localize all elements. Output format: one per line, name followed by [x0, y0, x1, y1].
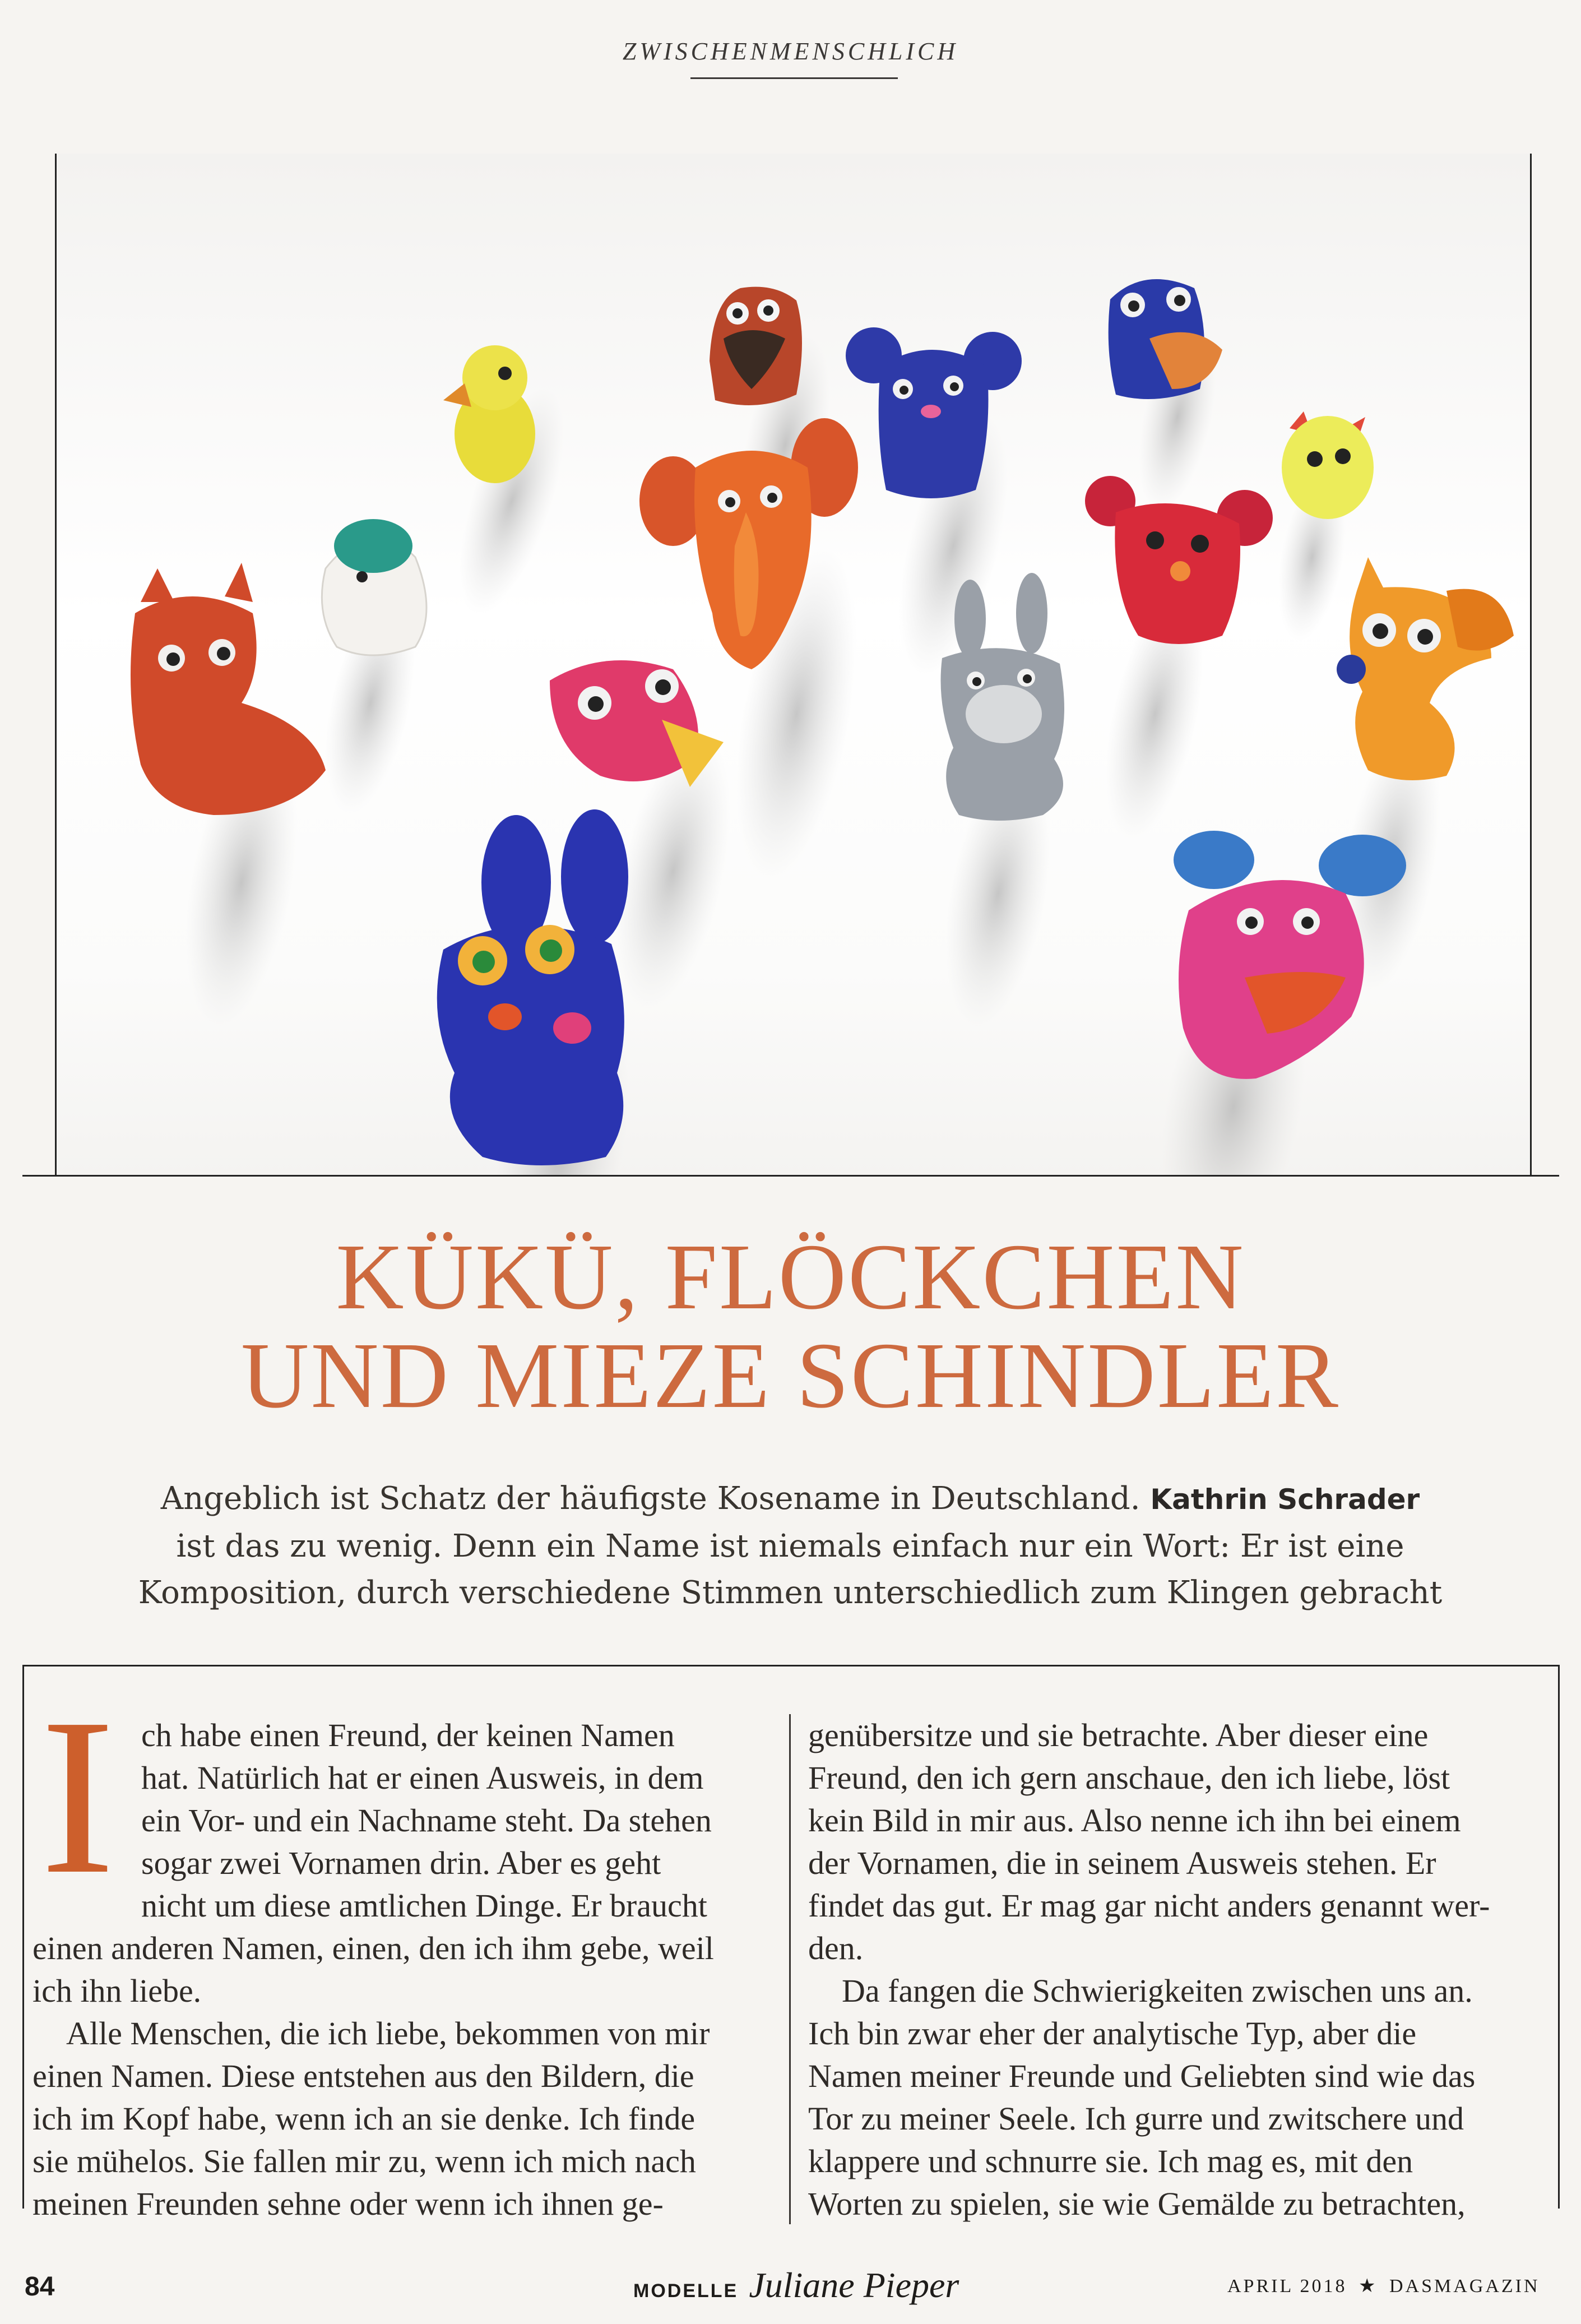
section-underline — [690, 77, 898, 79]
body-line: Worten zu spielen, sie wie Gemälde zu betrachten, — [808, 2186, 1466, 2222]
lead-text-1: Angeblich ist Schatz der häufigste Kosename in Deutschland. — [160, 1480, 1140, 1517]
body-line: Alle Menschen, die ich liebe, bekommen von mir — [66, 2015, 710, 2052]
body-line: meinen Freunden sehne oder wenn ich ihnen ge- — [33, 2186, 664, 2222]
star-icon: ★ — [1358, 2276, 1378, 2297]
body-line: kein Bild in mir aus. Also nenne ich ihn bei einem — [808, 1802, 1461, 1839]
body-line: ein Vor- und ein Nachname steht. Da stehen — [141, 1802, 712, 1839]
red-bear-figure — [1085, 476, 1273, 849]
credit-name: Juliane Pieper — [749, 2265, 959, 2305]
body-column-right — [808, 1714, 1548, 2225]
dropcap: I — [40, 1672, 115, 1920]
headline — [0, 1225, 1581, 1428]
blue-bunny-figure — [437, 809, 651, 1175]
body-line: ch habe einen Freund, der keinen Namen — [141, 1717, 675, 1753]
photo-frame-bottom — [22, 1175, 1559, 1177]
section-label: ZWISCHENMENSCHLICH — [622, 38, 959, 65]
body-line: Tor zu meiner Seele. Ich gurre und zwitschere und — [808, 2100, 1464, 2137]
author-byline: Kathrin Schrader — [1150, 1483, 1420, 1516]
column-divider — [789, 1714, 791, 2224]
body-column-left — [33, 1714, 772, 2225]
body-line: sie mühelos. Sie fallen mir zu, wenn ich mich nach — [33, 2143, 696, 2179]
body-line: einen anderen Namen, einen, den ich ihm gebe, weil — [33, 1930, 714, 1966]
blue-bird-figure — [1109, 279, 1230, 517]
photo-frame-left — [55, 154, 57, 1176]
clay-figures-photo — [57, 154, 1530, 1175]
body-line: Da fangen die Schwierigkeiten zwischen uns an. — [842, 1973, 1473, 2009]
body-line: einen Namen. Diese entstehen aus den Bildern, die — [33, 2058, 694, 2094]
red-fox-figure — [131, 563, 326, 1035]
body-line: Namen meiner Freunde und Geliebten sind wie das — [808, 2058, 1476, 2094]
blue-mouse-figure — [846, 327, 1030, 687]
pink-hippo-figure — [1140, 831, 1406, 1175]
body-line: findet das gut. Er mag gar nicht anders genannt wer- — [808, 1887, 1490, 1924]
lead-line-1 — [73, 1475, 1508, 1523]
body-line: hat. Natürlich hat er einen Ausweis, in dem — [141, 1760, 704, 1796]
body-line: ich im Kopf habe, wenn ich an sie denke. Ich finde — [33, 2100, 696, 2137]
lead-line-2: ist das zu wenig. Denn ein Name ist niemals einfach nur ein Wort: Er ist eine — [176, 1528, 1404, 1564]
turtle-figure — [309, 519, 432, 821]
lead-rule-top — [22, 1665, 1559, 1666]
chick-figure — [438, 345, 586, 625]
body-line: nicht um diese amtlichen Dinge. Er braucht — [141, 1887, 707, 1924]
issue-date: APRIL 2018 — [1227, 2276, 1347, 2297]
lead-rule-right — [1558, 1665, 1560, 2209]
body-line: Ich bin zwar eher der analytische Typ, aber die — [808, 2015, 1417, 2052]
photo-credit — [633, 2265, 959, 2306]
headline-line-1: KÜKÜ, FLÖCKCHEN — [336, 1225, 1245, 1329]
lead-paragraph — [73, 1475, 1508, 1616]
body-line: genübersitze und sie betrachte. Aber dieser eine — [808, 1717, 1429, 1753]
magazine-name: DASMAGAZIN — [1389, 2276, 1540, 2297]
body-line: Freund, den ich gern anschaue, den ich liebe, löst — [808, 1760, 1450, 1796]
photo-frame-right — [1530, 154, 1532, 1176]
body-line: ich ihn liebe. — [33, 1973, 202, 2009]
body-line: den. — [808, 1930, 864, 1966]
body-line: sogar zwei Vornamen drin. Aber es geht — [141, 1845, 661, 1881]
credit-label: MODELLE — [633, 2280, 739, 2302]
body-line: klappere und schnurre sie. Ich mag es, mit den — [808, 2143, 1413, 2179]
headline-line-2: UND MIEZE SCHINDLER — [241, 1323, 1340, 1428]
lead-line-3: Komposition, durch verschiedene Stimmen unterschiedlich zum Klingen gebracht — [138, 1575, 1443, 1611]
page-number: 84 — [25, 2272, 55, 2302]
body-line: der Vornamen, die in seinem Ausweis stehen. Er — [808, 1845, 1436, 1881]
lead-rule-left — [22, 1665, 24, 2209]
issue-info — [1227, 2275, 1540, 2297]
